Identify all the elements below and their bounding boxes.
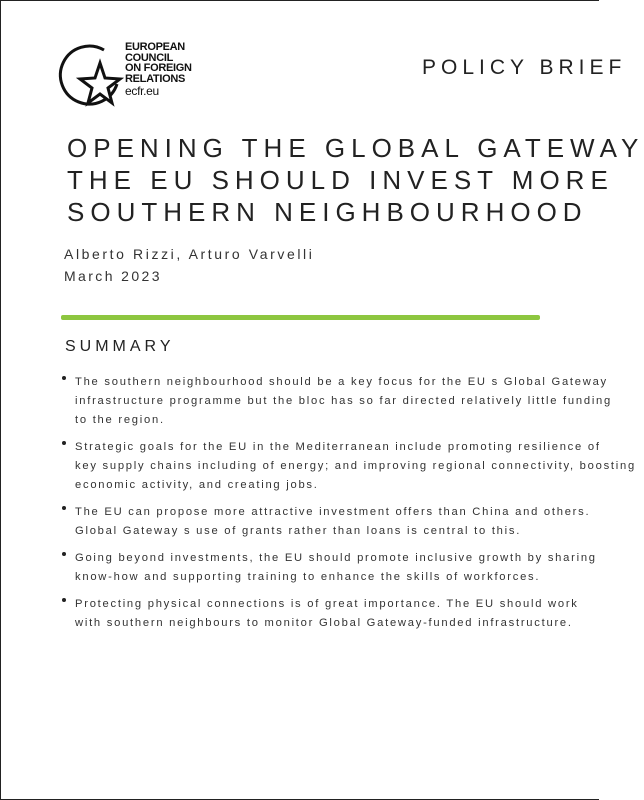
bullet-line: to the region. <box>75 414 165 426</box>
bullet-line: Going beyond investments, the EU should promote inclusive growth by sharing <box>75 552 597 564</box>
bullet-icon <box>62 598 66 602</box>
bullet-line: with southern neighbours to monitor Global Gateway-funded infrastructure. <box>75 617 573 629</box>
bullet-line: The EU can propose more attractive investment offers than China and others. <box>75 506 591 518</box>
bullet-icon <box>62 506 66 510</box>
document-title <box>67 132 644 228</box>
logo-line: RELATIONS <box>125 72 186 85</box>
summary-list <box>60 373 636 641</box>
bullet-line: Protecting physical connections is of great importance. The EU should work <box>75 598 579 610</box>
bullet-line: key supply chains including of energy; and improving regional connectivity, boosting <box>75 460 636 472</box>
bullet-icon <box>62 552 66 556</box>
logo-line: ON FOREIGN <box>125 62 192 74</box>
authors: Alberto Rizzi, Arturo Varvelli <box>64 246 315 262</box>
bullet-line: Strategic goals for the EU in the Mediterranean include promoting resilience of <box>75 441 601 453</box>
bullet-line: infrastructure programme but the bloc has so far directed relatively little funding <box>75 395 613 407</box>
publication-date: March 2023 <box>64 268 162 284</box>
title-line: SOUTHERN NEIGHBOURHOOD <box>67 197 588 227</box>
bullet-line: know-how and supporting training to enhance the skills of workforces. <box>75 571 541 583</box>
bullet-icon <box>62 376 66 380</box>
bullet-line: economic activity, and creating jobs. <box>75 479 319 491</box>
title-line: THE EU SHOULD INVEST MORE <box>67 165 614 195</box>
summary-bullet <box>60 373 613 430</box>
summary-bullet <box>60 438 636 495</box>
summary-heading: SUMMARY <box>65 338 175 355</box>
logo-line: EUROPEAN <box>125 41 185 53</box>
logo-url: ecfr.eu <box>125 84 159 98</box>
summary-bullet <box>60 503 600 541</box>
accent-divider <box>61 315 540 320</box>
summary-bullet <box>60 595 600 633</box>
ecfr-logo <box>60 38 210 108</box>
logo-line: COUNCIL <box>125 51 174 64</box>
title-line: OPENING THE GLOBAL GATEWAY <box>67 133 644 163</box>
bullet-line: Global Gateway s use of grants rather than loans is central to this. <box>75 525 522 537</box>
star-circle-icon <box>60 38 124 108</box>
document-type-label: POLICY BRIEF <box>422 56 627 79</box>
summary-bullet <box>60 549 600 587</box>
bullet-icon <box>62 441 66 445</box>
bullet-line: The southern neighbourhood should be a key focus for the EU s Global Gateway <box>75 376 608 388</box>
logo-text <box>125 42 192 97</box>
